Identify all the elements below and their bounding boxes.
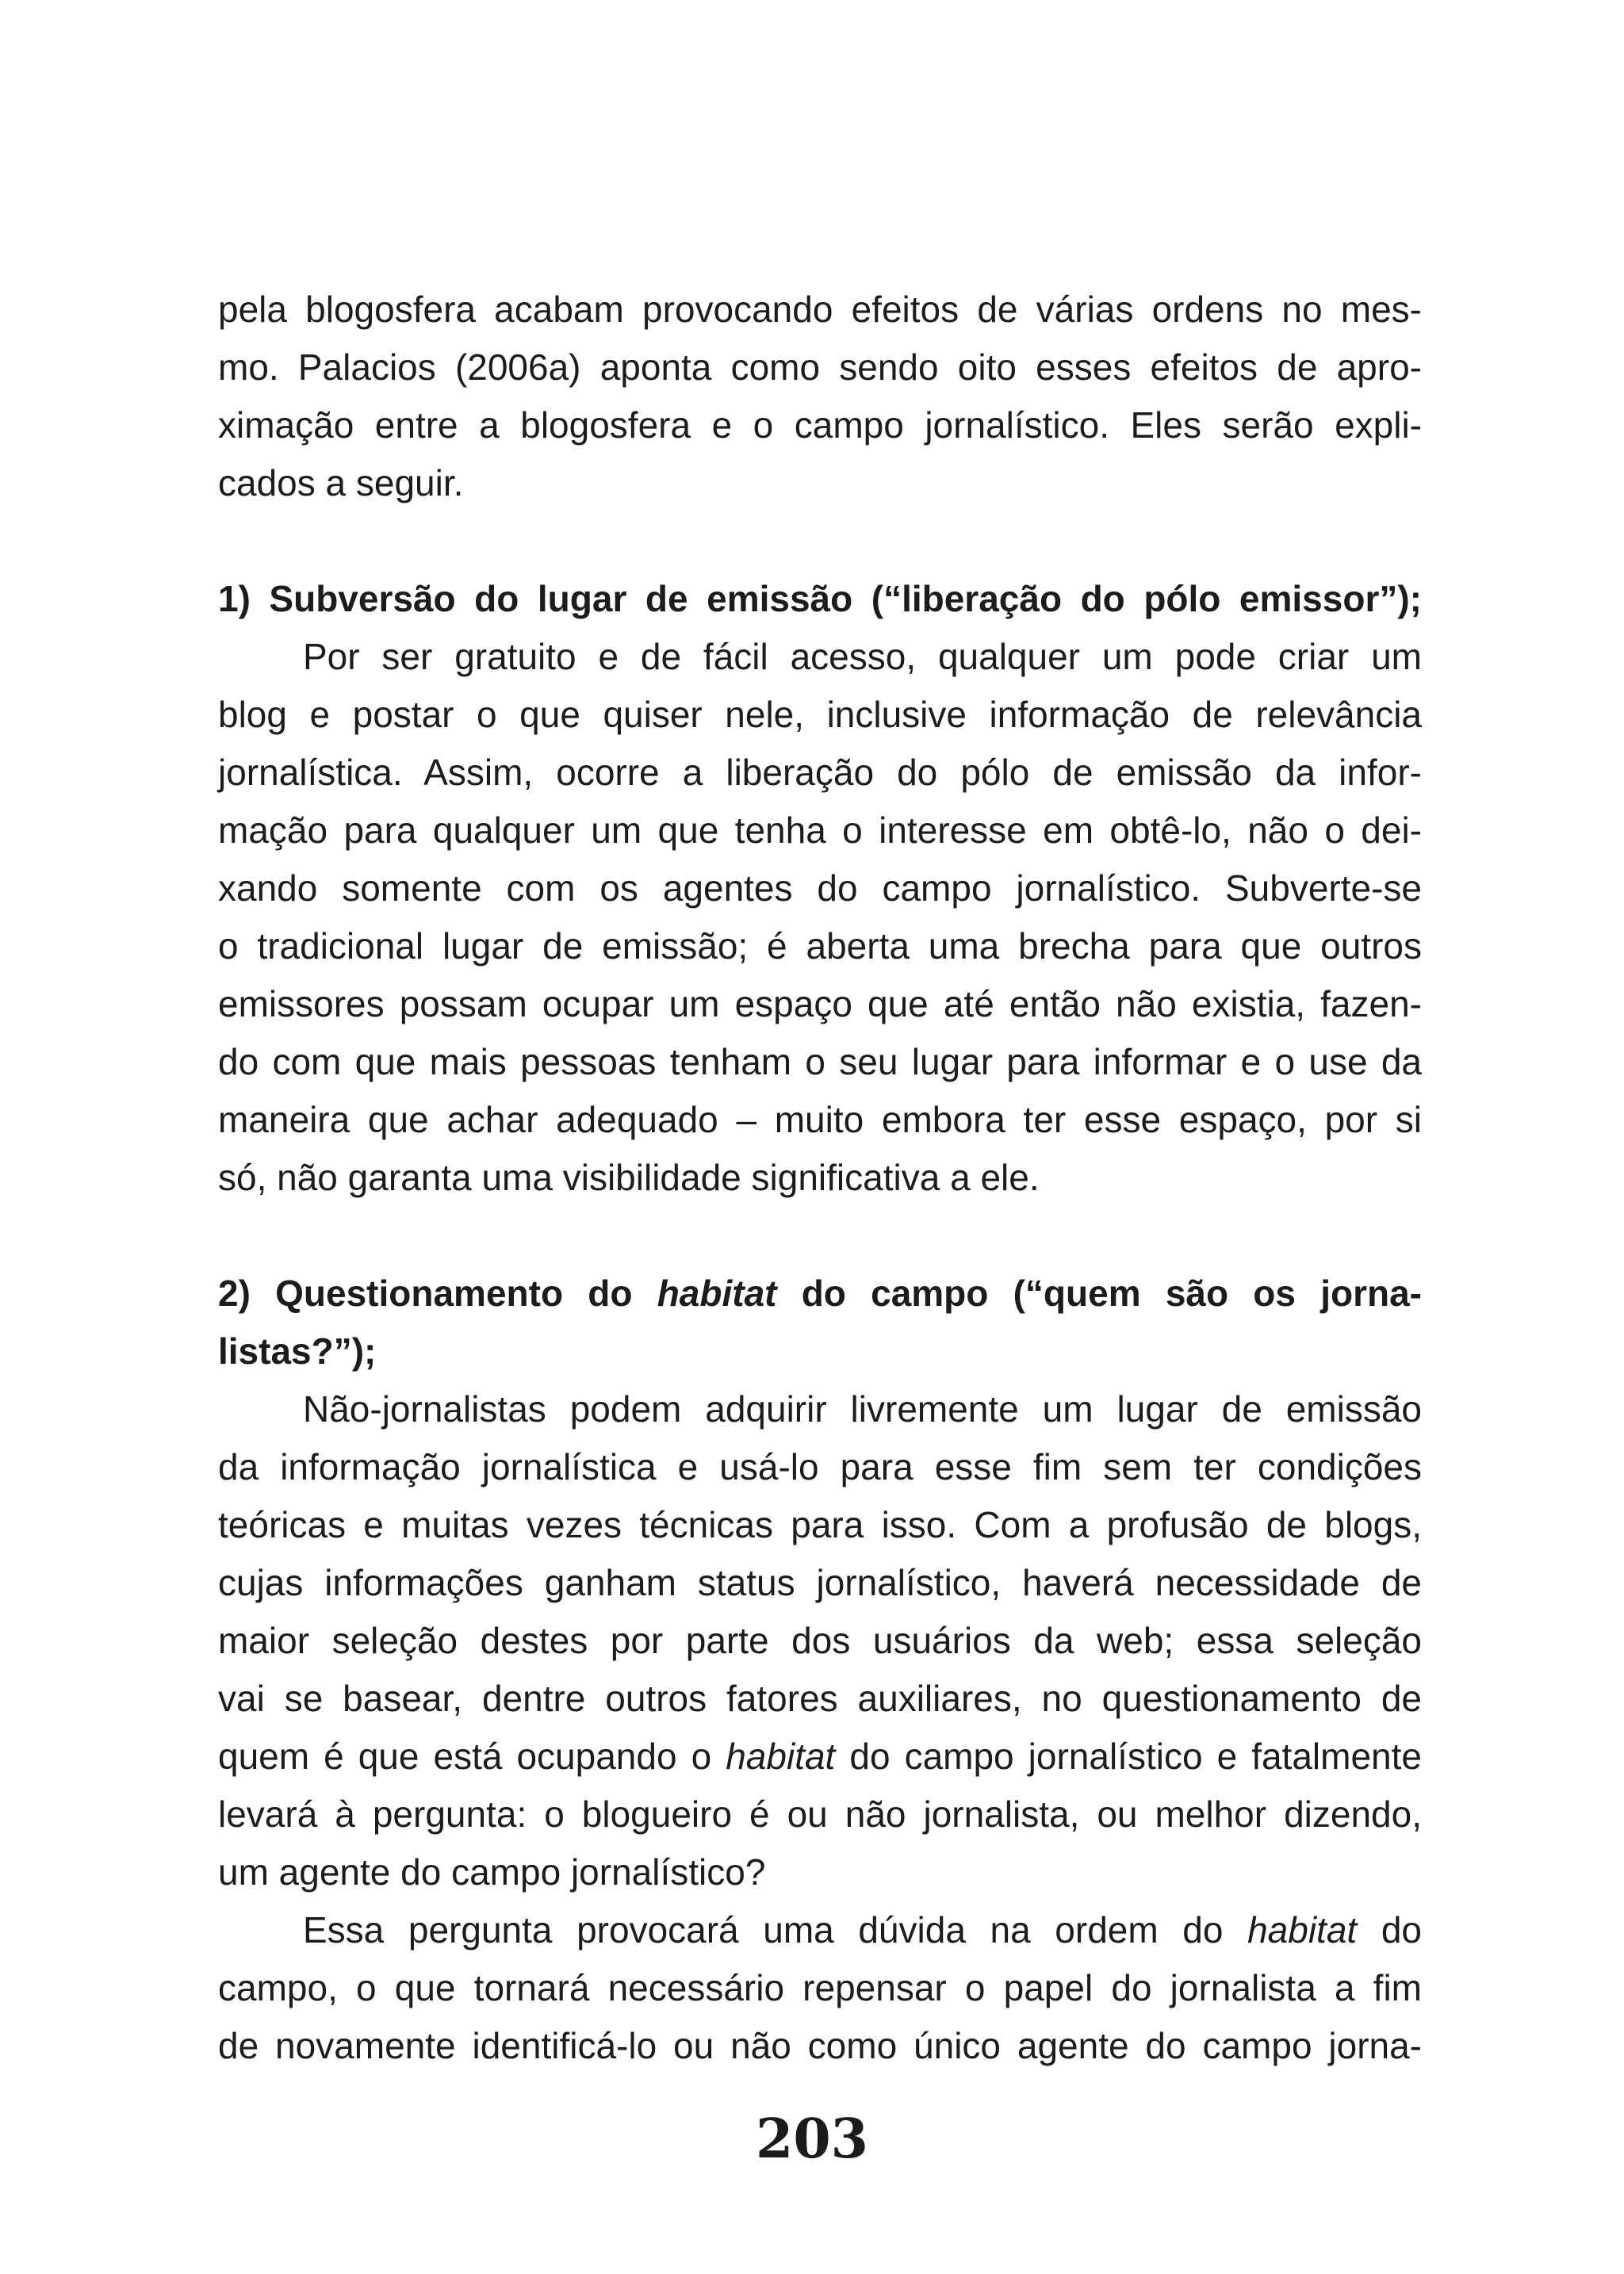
text-line: pela blogosfera acabam provocando efeitos de várias ordens no mes- bbox=[218, 289, 1422, 330]
text-run: do bbox=[1357, 1909, 1422, 1951]
text-line: do com que mais pessoas tenham o seu lugar para informar e o use da bbox=[218, 1041, 1422, 1082]
page-body bbox=[218, 281, 1422, 2075]
text-line: teóricas e muitas vezes técnicas para isso. Com a profusão de blogs, bbox=[218, 1504, 1422, 1545]
text-line: blog e postar o que quiser nele, inclusive informação de relevância bbox=[218, 694, 1422, 735]
heading-text: 2) Questionamento do bbox=[218, 1273, 657, 1314]
section-heading-text: 1) Subversão do lugar de emissão (“liberação do pólo emissor”); bbox=[218, 578, 1422, 619]
text-line: ximação entre a blogosfera e o campo jornalístico. Eles serão expli- bbox=[218, 404, 1422, 446]
text-line: maneira que achar adequado – muito embora ter esse espaço, por si bbox=[218, 1099, 1422, 1140]
page-number: 203 bbox=[756, 2107, 868, 2171]
paragraph-gap bbox=[218, 1207, 1422, 1265]
heading-text: do campo (“quem são os jorna- bbox=[776, 1273, 1422, 1314]
text-line: jornalística. Assim, ocorre a liberação do pólo de emissão da infor- bbox=[218, 752, 1422, 793]
text-line: emissores possam ocupar um espaço que até então não existia, fazen- bbox=[218, 983, 1422, 1024]
section-heading-line: listas?”); bbox=[218, 1330, 377, 1372]
text-line: cujas informações ganham status jornalístico, haverá necessidade de bbox=[218, 1562, 1422, 1603]
text-line: maior seleção destes por parte dos usuários da web; essa seleção bbox=[218, 1620, 1422, 1661]
italic-term: habitat bbox=[726, 1736, 836, 1777]
text-line: Por ser gratuito e de fácil acesso, qualquer um pode criar um bbox=[303, 636, 1422, 677]
text-line: mo. Palacios (2006a) aponta como sendo oito esses efeitos de apro- bbox=[218, 346, 1422, 388]
italic-term: habitat bbox=[1247, 1909, 1358, 1951]
text-line: de novamente identificá-lo ou não como único agente do campo jorna- bbox=[218, 2025, 1422, 2066]
paragraph-gap bbox=[218, 512, 1422, 570]
heading-italic-term: habitat bbox=[657, 1273, 777, 1314]
text-line: xando somente com os agentes do campo jornalístico. Subverte-se bbox=[218, 867, 1422, 909]
text-line: só, não garanta uma visibilidade significativa a ele. bbox=[218, 1157, 1040, 1198]
section-1-heading bbox=[218, 570, 1422, 628]
text-run: do campo jornalístico e fatalmente bbox=[835, 1736, 1422, 1777]
text-line: cados a seguir. bbox=[218, 462, 464, 503]
text-line: levará à pergunta: o blogueiro é ou não jornalista, ou melhor dizendo, bbox=[218, 1794, 1422, 1835]
text-line bbox=[218, 1728, 1422, 1786]
section-2-paragraph-2 bbox=[218, 1901, 1422, 2075]
section-2-heading bbox=[218, 1265, 1422, 1380]
section-1-paragraph bbox=[218, 628, 1422, 1207]
text-line: um agente do campo jornalístico? bbox=[218, 1851, 766, 1893]
text-line: campo, o que tornará necessário repensar o papel do jornalista a fim bbox=[218, 1967, 1422, 2008]
text-run: quem é que está ocupando o bbox=[218, 1736, 726, 1777]
intro-paragraph bbox=[218, 281, 1422, 512]
section-2-paragraph-1 bbox=[218, 1380, 1422, 1901]
text-line bbox=[218, 1901, 1422, 1959]
text-line: da informação jornalística e usá-lo para esse fim sem ter condições bbox=[218, 1446, 1422, 1487]
text-line: o tradicional lugar de emissão; é aberta uma brecha para que outros bbox=[218, 925, 1422, 967]
text-line: mação para qualquer um que tenha o interesse em obtê-lo, não o dei- bbox=[218, 810, 1422, 851]
text-line: vai se basear, dentre outros fatores auxiliares, no questionamento de bbox=[218, 1678, 1422, 1719]
text-run: Essa pergunta provocará uma dúvida na ordem do bbox=[303, 1909, 1248, 1951]
text-line: Não-jornalistas podem adquirir livremente um lugar de emissão bbox=[303, 1388, 1422, 1430]
section-heading-line bbox=[218, 1265, 1422, 1323]
